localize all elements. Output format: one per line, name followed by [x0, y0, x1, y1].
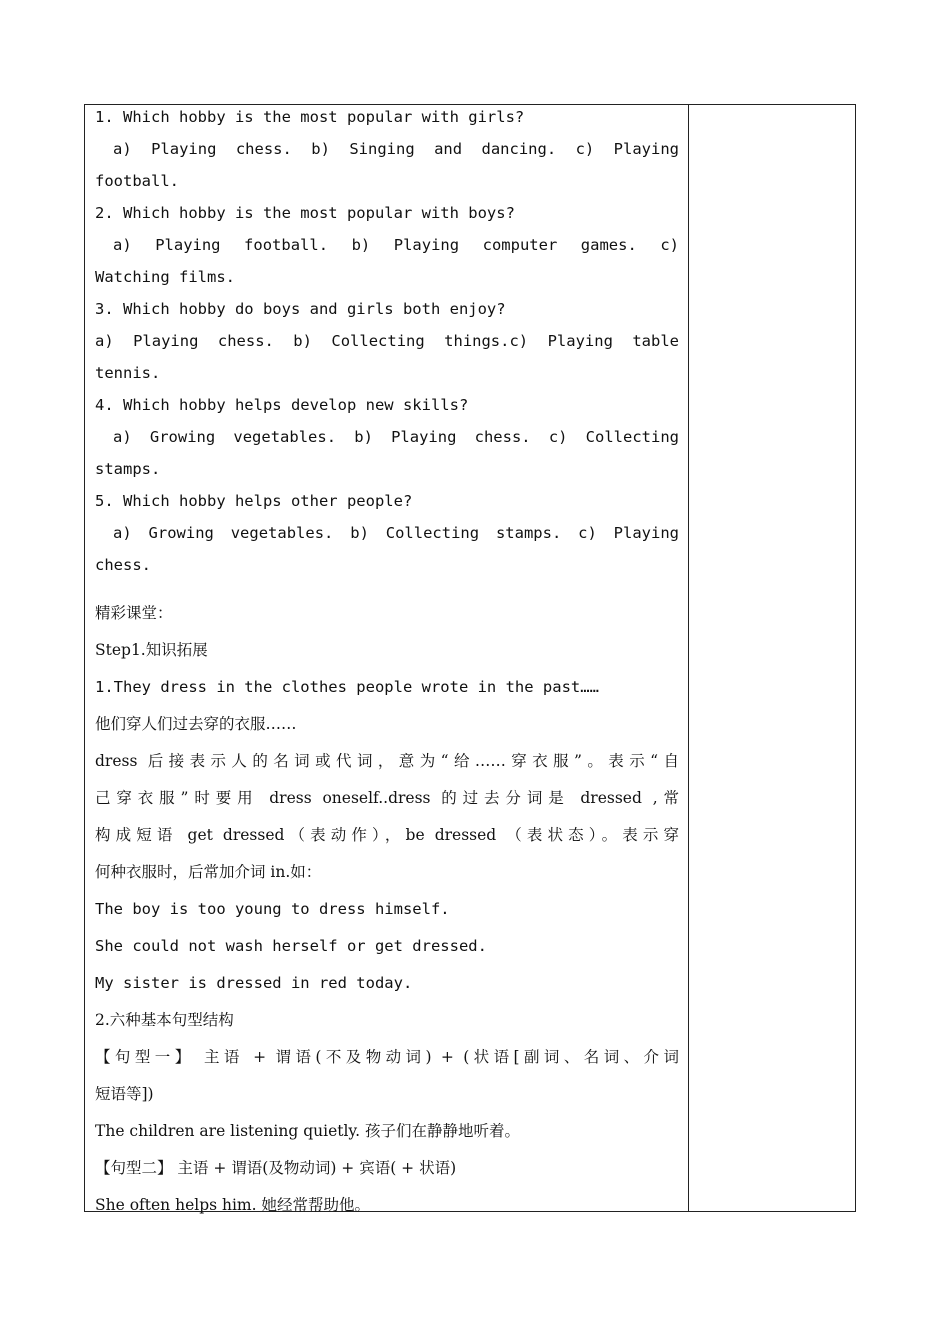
question-4: 4. Which hobby helps develop new skills?	[95, 396, 469, 414]
question-1: 1. Which hobby is the most popular with girls?	[95, 108, 525, 126]
question-2-options-cont: Watching films.	[95, 268, 235, 286]
question-5-options-cont: chess.	[95, 556, 151, 574]
question-4-options: a) Growing vegetables. b) Playing chess. c) Collecting	[113, 428, 679, 446]
pattern-1-example: The children are listening quietly. 孩子们在静静地听着。	[95, 1122, 520, 1140]
question-2-options: a) Playing football. b) Playing computer games. c)	[113, 236, 679, 254]
example-2: She could not wash herself or get dressed.	[95, 937, 487, 955]
note-line-1: dress 后接表示人的名词或代词，意为“给……穿衣服”。表示“自	[95, 752, 679, 770]
pattern-1-cont: 短语等])	[95, 1085, 154, 1103]
question-3: 3. Which hobby do boys and girls both enjoy?	[95, 300, 506, 318]
sentence-chinese: 他们穿人们过去穿的衣服……	[95, 715, 297, 733]
worksheet-table	[84, 104, 856, 1212]
question-5: 5. Which hobby helps other people?	[95, 492, 413, 510]
question-2: 2. Which hobby is the most popular with boys?	[95, 204, 515, 222]
column-divider	[688, 105, 689, 1211]
section-heading: 精彩课堂：	[95, 604, 173, 622]
sentence-english: 1.They dress in the clothes people wrote in the past……	[95, 678, 599, 696]
question-1-options: a) Playing chess. b) Singing and dancing. c) Playing	[113, 140, 679, 158]
pattern-1: 【句型一】 主语 + 谓语(不及物动词) + (状语[副词、名词、介词	[95, 1048, 679, 1066]
question-3-options: a) Playing chess. b) Collecting things.c) Playing table	[95, 332, 679, 350]
worksheet-content	[95, 105, 679, 1226]
sentence-patterns-title: 2.六种基本句型结构	[95, 1011, 234, 1029]
example-3: My sister is dressed in red today.	[95, 974, 413, 992]
question-4-options-cont: stamps.	[95, 460, 161, 478]
note-line-3: 构成短语 get dressed（表动作），be dressed （表状态）。表示穿	[95, 826, 679, 844]
note-line-2: 己穿衣服”时要用 dress oneself..dress 的过去分词是 dressed ,常	[95, 789, 679, 807]
pattern-2-example: She often helps him. 她经常帮助他。	[95, 1196, 370, 1214]
question-5-options: a) Growing vegetables. b) Collecting stamps. c) Playing	[113, 524, 679, 542]
example-1: The boy is too young to dress himself.	[95, 900, 450, 918]
note-line-4: 何种衣服时，后常加介词 in.如：	[95, 863, 322, 881]
step1-title: Step1.知识拓展	[95, 641, 208, 659]
pattern-2: 【句型二】 主语 + 谓语(及物动词) + 宾语( + 状语)	[95, 1159, 457, 1177]
question-3-options-cont: tennis.	[95, 364, 161, 382]
question-1-options-cont: football.	[95, 172, 179, 190]
